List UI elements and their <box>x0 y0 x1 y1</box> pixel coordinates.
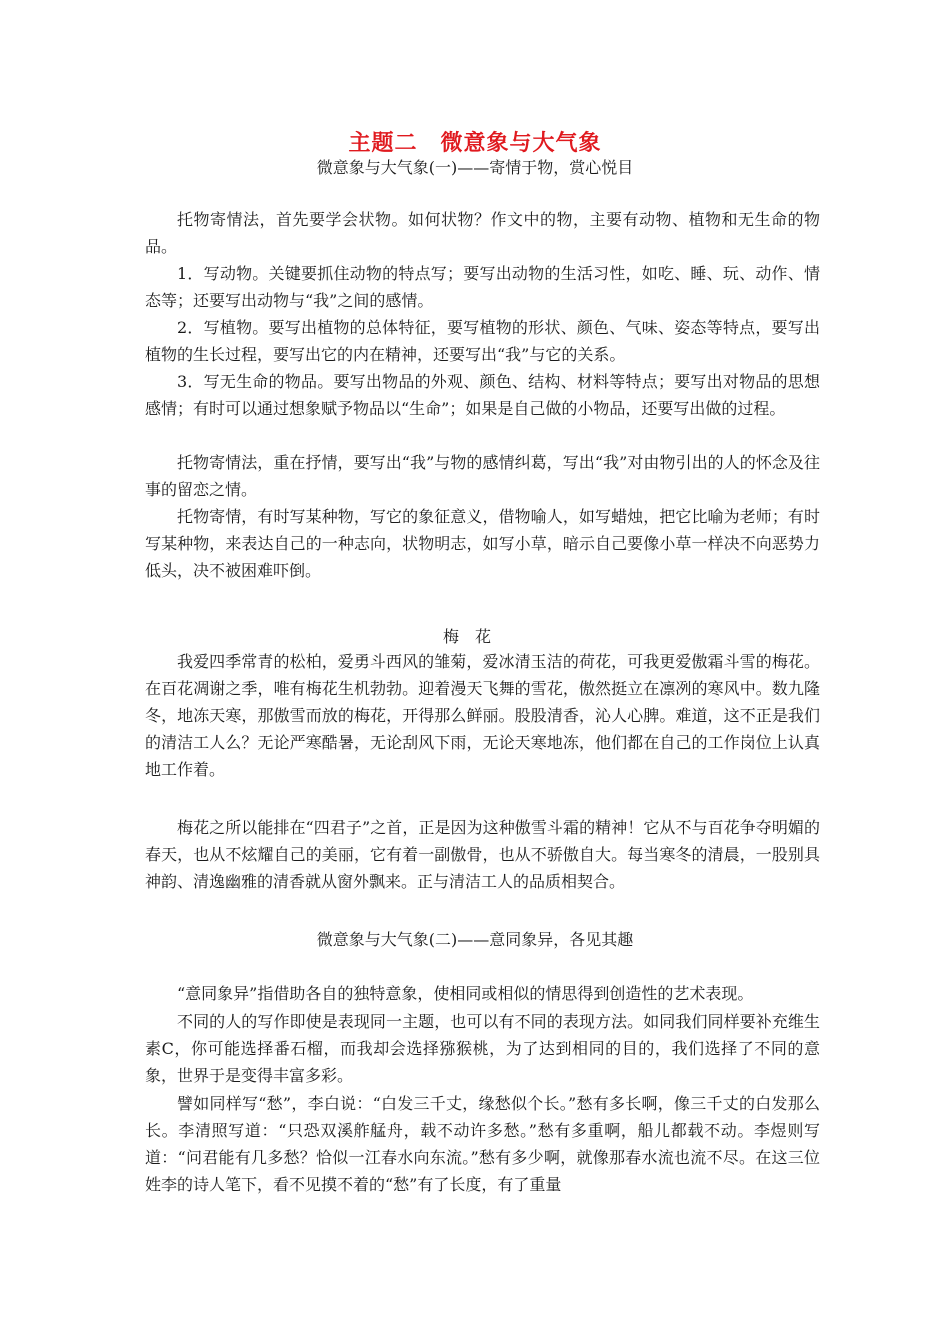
section2-paragraph: “意同象异”指借助各自的独特意象，使相同或相似的情思得到创造性的艺术表现。 <box>177 984 754 1003</box>
page-title: 主题二 微意象与大气象 <box>348 131 602 156</box>
section2-paragraph: 不同的人的写作即使是表现同一主题，也可以有不同的表现方法。如同我们同样要补充维生素C，你可能选择番石榴，而我却会选择猕猴桃，为了达到相同的目的，我们选择了不同的意象，世界于是变得丰富多彩。 <box>145 1012 820 1085</box>
intro-paragraph: 2．写植物。要写出植物的总体特征，要写植物的形状、颜色、气味、姿态等特点，要写出植物的生长过程，要写出它的内在精神，还要写出“我”与它的关系。 <box>145 318 820 364</box>
intro-paragraph: 3．写无生命的物品。要写出物品的外观、颜色、结构、材料等特点；要写出对物品的思想感情；有时可以通过想象赋予物品以“生命”；如果是自己做的小物品，还要写出做的过程。 <box>145 372 820 418</box>
intro-paragraph: 1．写动物。关键要抓住动物的特点写；要写出动物的生活习性，如吃、睡、玩、动作、情态等；还要写出动物与“我”之间的感情。 <box>145 264 820 310</box>
intro-paragraph: 托物寄情，有时写某种物，写它的象征意义，借物喻人，如写蜡烛，把它比喻为老师；有时写某种物，来表达自己的一种志向，状物明志，如写小草，暗示自己要像小草一样决不向恶势力低头，决不被困难吓倒。 <box>145 507 820 580</box>
section1-title: 微意象与大气象(一)——寄情于物，赏心悦目 <box>316 158 634 177</box>
section2-paragraph: 譬如同样写“愁”，李白说：“白发三千丈，缘愁似个长。”愁有多长啊，像三千丈的白发那么长。李清照写道：“只恐双溪舴艋舟，载不动许多愁。”愁有多重啊，船儿都载不动。李煜则写道：“问君能有几多愁？恰似一江春水向东流。”愁有多少啊，就像那春水流也流不尽。在这三位姓李的诗人笔下，看不见摸不着的“愁”有了长度，有了重量 <box>145 1094 820 1194</box>
intro-paragraph: 托物寄情法，重在抒情，要写出“我”与物的感情纠葛，写出“我”对由物引出的人的怀念及往事的留恋之情。 <box>145 453 820 499</box>
section2-title: 微意象与大气象(二)——意同象异，各见其趣 <box>316 930 634 949</box>
essay-paragraph: 我爱四季常青的松柏，爱勇斗西风的雏菊，爱冰清玉洁的荷花，可我更爱傲霜斗雪的梅花。在百花凋谢之季，唯有梅花生机勃勃。迎着漫天飞舞的雪花，傲然挺立在凛冽的寒风中。数九隆冬，地冻天寒，那傲雪而放的梅花，开得那么鲜丽。股股清香，沁人心脾。难道，这不正是我们的清洁工人么？无论严寒酷暑，无论刮风下雨，无论天寒地冻，他们都在自己的工作岗位上认真地工作着。 <box>145 652 820 779</box>
essay-paragraph: 梅花之所以能排在“四君子”之首，正是因为这种傲雪斗霜的精神！它从不与百花争夺明媚的春天，也从不炫耀自己的美丽，它有着一副傲骨，也从不骄傲自大。每当寒冬的清晨，一股别具神韵、清逸幽雅的清香就从窗外飘来。正与清洁工人的品质相契合。 <box>145 818 820 891</box>
essay-title: 梅花 <box>442 627 507 646</box>
intro-paragraph: 托物寄情法，首先要学会状物。如何状物？作文中的物，主要有动物、植物和无生命的物品。 <box>145 210 820 256</box>
